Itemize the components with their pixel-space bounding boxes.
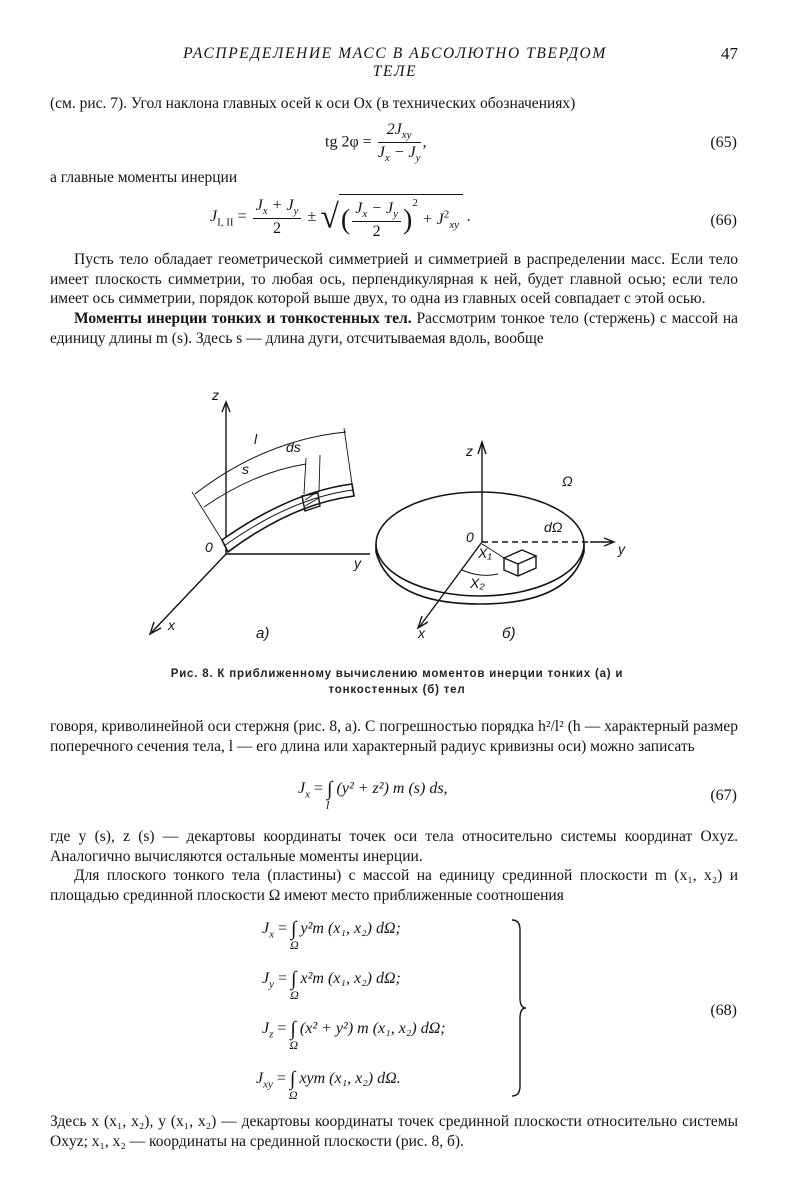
eq68-r4-limit: Ω — [288, 1088, 298, 1102]
eq66-inner-num: J — [355, 199, 363, 217]
eq68-r3-limit: Ω — [289, 1038, 299, 1052]
paragraph-6 — [50, 827, 738, 906]
text-p7: Для плоского тонкого тела (пластины) с массой на единицу срединной плоскости m (x₁, x₂) и площадью срединной плоскости Ω имеют место приближенные соотношения — [50, 867, 738, 905]
eq66-num-sub2: y — [293, 205, 299, 218]
eq66-plus: + J — [417, 211, 444, 228]
eq65-den-sub2: y — [415, 152, 421, 165]
eq66-inner-sub1: x — [362, 207, 368, 220]
eq67-limit: l — [326, 798, 330, 812]
b-x2-label: X₂ — [470, 575, 485, 591]
eq68-r3-eq: = — [273, 1020, 291, 1038]
eq68-r4-eq: = — [272, 1070, 290, 1088]
eq65-fraction — [378, 121, 421, 164]
eq68-r4-lhs: J — [256, 1070, 264, 1088]
eq66-num-sub1: x — [262, 205, 268, 218]
caption-line-1: Рис. 8. К приближенному вычислению моментов инерции тонких (а) и — [170, 668, 624, 680]
b-omega-label: Ω — [562, 473, 573, 489]
eq68-r1-lhs: J — [262, 920, 270, 938]
eq67-lhs-sub: x — [305, 788, 310, 801]
text-p5: говоря, криволинейной оси стержня (рис. 8, а). С погрешностью порядка h²/l² (h — характерный размер поперечного сечения тела, l — его длина или характерный радиус кривизны оси) можно записать — [50, 718, 738, 755]
a-x-label: x — [168, 617, 175, 633]
eq68-r4-body: xym (x₁, x₂) dΩ. — [295, 1070, 401, 1088]
eq68-r3-lhs: J — [262, 1020, 270, 1038]
eq68-r1-limit: Ω — [290, 938, 299, 952]
eq66-fraction-1 — [253, 197, 302, 238]
eq67-number: (67) — [710, 787, 737, 804]
paragraph-2 — [50, 168, 738, 188]
paren-close-icon: ) — [403, 204, 413, 236]
paragraph-8 — [50, 1112, 738, 1151]
integral-icon: ∫ Ω — [289, 1018, 299, 1052]
eq66-j-sup: 2 — [443, 208, 450, 221]
integral-icon: ∫ Ω — [290, 968, 299, 1002]
eq68-r2-sub: y — [269, 978, 274, 991]
eq67-lhs: J — [298, 780, 306, 798]
eq68-r4-sub: xy — [263, 1078, 273, 1091]
figure-caption — [100, 666, 694, 698]
text-p4-bold: Моменты инерции тонких и тонкостенных тел. — [74, 310, 412, 328]
eq66-eqsign: = — [233, 208, 247, 226]
equation-66 — [210, 194, 471, 241]
equation-65 — [325, 121, 427, 164]
a-x-axis — [152, 554, 226, 632]
eq65-tail: , — [422, 133, 427, 151]
eq66-num-mid: + J — [267, 196, 294, 214]
eq66-inner-sub2: y — [393, 207, 399, 220]
sqrt-icon: √ — [320, 198, 339, 236]
eq65-number: (65) — [710, 134, 737, 151]
a-l-label: l — [254, 431, 258, 447]
eq68-r3-body: (x² + y²) m (x₁, x₂) dΩ; — [295, 1020, 446, 1038]
text-p6: где y (s), z (s) — декартовы координаты точек оси тела относительно системы координат Oxyz. Аналогично вычисляются остальные моменты инерции. — [50, 828, 738, 865]
text-p3: Пусть тело обладает геометрической симметрией и симметрией в распределении масс. Если тело имеет плоскость симметрии, то любая ось, перпендикулярная к ней, будет главной осью; если тело имеет ось симметрии, порядок которой выше двух, то одна из главных осей совпадает с этой осью. — [50, 251, 738, 308]
equation-68-row-4 — [256, 1068, 401, 1102]
equation-68-row-2 — [262, 968, 401, 1002]
eq66-lhs: J — [210, 208, 218, 226]
eq66-inner-mid: − J — [367, 199, 394, 217]
integral-icon: ∫ Ω — [288, 1068, 298, 1102]
eq67-body: (y² + z²) m (s) ds, — [332, 780, 448, 798]
eq65-den-sub1: x — [384, 152, 390, 165]
eq65-den: J — [377, 144, 385, 162]
eq68-r2-lhs: J — [262, 970, 270, 988]
paragraph-5 — [50, 717, 738, 756]
eq68-r1-eq: = — [274, 920, 292, 938]
a-z-label: z — [212, 387, 219, 403]
b-x1-label: X₁ — [478, 545, 492, 561]
eq66-number: (66) — [710, 212, 737, 229]
eq65-num: 2J — [386, 121, 402, 138]
eq66-fraction-2 — [352, 200, 401, 241]
eq65-den-mid: − J — [389, 144, 416, 162]
eq66-lhs-sub: I, II — [217, 216, 234, 229]
eq65-lhs: tg 2φ = — [325, 133, 372, 151]
equation-68-row-3 — [262, 1018, 446, 1052]
eq68-r2-body: x²m (x₁, x₂) dΩ; — [296, 970, 401, 988]
b-domega-label: dΩ — [544, 519, 563, 535]
b-panel-label: б) — [502, 625, 516, 642]
text-p1: (см. рис. 7). Угол наклона главных осей к оси Ox (в технических обозначениях) — [50, 95, 576, 112]
l-dimension — [195, 432, 346, 494]
eq66-pm: ± — [303, 208, 321, 226]
eq66-j-sub: xy — [449, 219, 460, 232]
text-p2: а главные моменты инерции — [50, 169, 238, 186]
eq68-r2-eq: = — [274, 970, 292, 988]
eq66-den: 2 — [273, 220, 282, 238]
b-x-label: x — [418, 625, 425, 641]
paragraph-1 — [50, 94, 738, 114]
a-y-label: y — [354, 555, 361, 571]
b-y-label: y — [618, 541, 625, 557]
equation-68-row-1 — [262, 918, 401, 952]
b-origin-label: 0 — [466, 529, 474, 545]
a-panel-label: а) — [256, 625, 270, 642]
b-z-label: z — [466, 443, 473, 459]
paragraph-3 — [50, 250, 738, 349]
eq68-r1-body: y²m (x₁, x₂) dΩ; — [296, 920, 401, 938]
eq66-num: J — [255, 196, 263, 214]
rod-outline — [222, 484, 354, 552]
eq68-r1-sub: x — [269, 928, 274, 941]
eq67-eqsign: = — [310, 780, 328, 798]
page-number: 47 — [721, 44, 738, 63]
eq68-r3-sub: z — [269, 1028, 274, 1041]
right-brace-icon — [508, 918, 528, 1098]
eq66-radicand — [339, 194, 463, 241]
eq68-r2-limit: Ω — [290, 988, 299, 1002]
a-s-label: s — [242, 461, 249, 477]
figure-8 — [100, 382, 720, 660]
eq66-sq: 2 — [412, 197, 418, 209]
a-ds-label: ds — [286, 439, 301, 455]
eq68-number: (68) — [710, 1002, 737, 1019]
caption-line-2: тонкостенных (б) тел — [328, 684, 466, 696]
eq66-inner-den: 2 — [372, 222, 381, 240]
equation-67 — [298, 778, 448, 812]
text-p8: Здесь x (x₁, x₂), y (x₁, x₂) — декартовы координаты точек срединной плоскости относительно системы Oxyz; x₁, x₂ — координаты на срединной плоскости (рис. 8, б). — [50, 1113, 738, 1150]
integral-icon: ∫ Ω — [290, 918, 299, 952]
eq66-tail: . — [463, 208, 472, 226]
eq65-num-sub: xy — [401, 129, 412, 142]
paren-open-icon: ( — [340, 204, 351, 236]
a-origin-label: 0 — [205, 539, 213, 555]
running-title: РАСПРЕДЕЛЕНИЕ МАСС В АБСОЛЮТНО ТВЕРДОМ ТЕЛЕ — [183, 45, 607, 80]
text-p4-rest: Рассмотрим тонкое тело (стержень) с массой на единицу длины m (s). Здесь s — длина дуги, отсчитываемая вдоль, вообще — [50, 310, 739, 347]
integral-icon: ∫ l — [326, 778, 333, 812]
